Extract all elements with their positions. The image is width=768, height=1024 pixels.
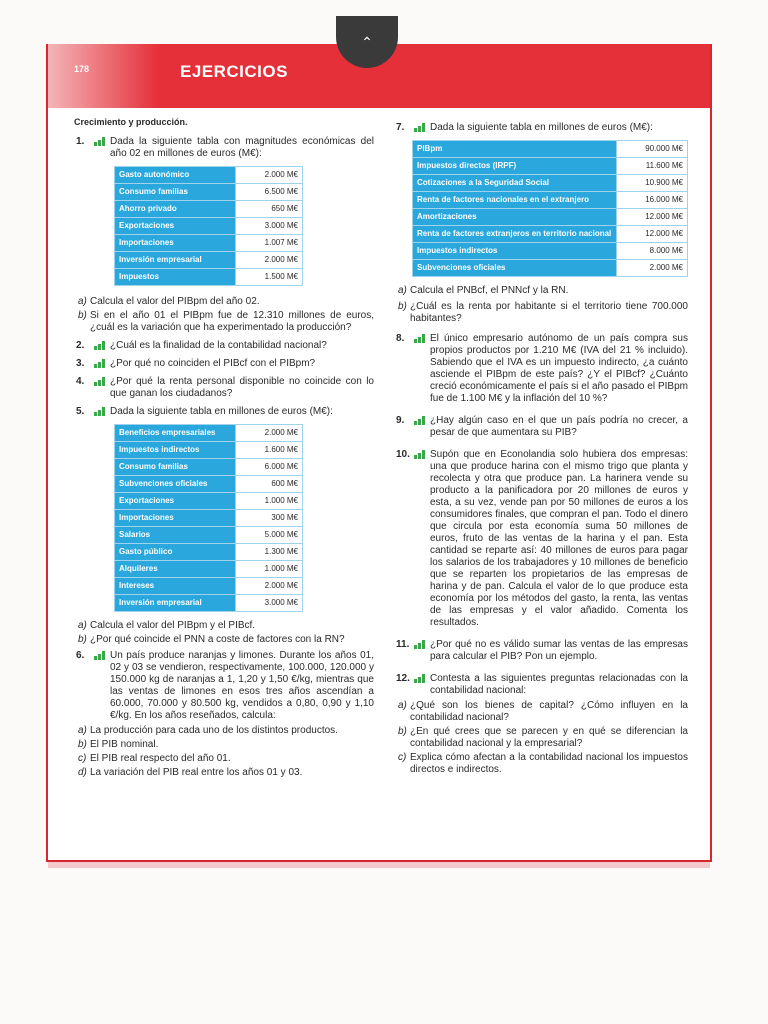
row-value: 11.600 M€ bbox=[617, 158, 688, 175]
table-row bbox=[413, 175, 688, 192]
difficulty-icon bbox=[94, 359, 108, 368]
table-row bbox=[115, 510, 303, 527]
row-value: 1.007 M€ bbox=[236, 235, 303, 252]
page-title: EJERCICIOS bbox=[180, 62, 288, 81]
exercise-5: 5. Dada la siguiente tabla en millones de euros (M€): bbox=[76, 406, 333, 417]
table-row bbox=[413, 226, 688, 243]
row-label: Impuestos directos (IRPF) bbox=[413, 158, 617, 175]
exercise-12: 12. Contesta a las siguientes preguntas relacionadas con la contabilidad nacional: bbox=[396, 673, 688, 696]
table-row bbox=[115, 442, 303, 459]
row-label: Exportaciones bbox=[115, 493, 236, 510]
table-row bbox=[115, 218, 303, 235]
table-row bbox=[115, 561, 303, 578]
table-ex5 bbox=[114, 424, 303, 612]
row-value: 1.600 M€ bbox=[236, 442, 303, 459]
row-label: Impuestos bbox=[115, 269, 236, 286]
header-bar bbox=[48, 34, 710, 108]
exercise-11: 11. ¿Por qué no es válido sumar las ventas de las empresas para calcular el PIB? Pon un ejemplo. bbox=[396, 639, 688, 662]
difficulty-icon bbox=[414, 674, 428, 683]
difficulty-icon bbox=[94, 407, 108, 416]
row-value: 3.000 M€ bbox=[236, 218, 303, 235]
row-label: Salarios bbox=[115, 527, 236, 544]
right-column bbox=[394, 122, 688, 778]
table-row bbox=[115, 184, 303, 201]
table-row bbox=[115, 578, 303, 595]
exercise-2: 2. ¿Cuál es la finalidad de la contabilidad nacional? bbox=[76, 340, 327, 351]
chevron-up-icon: ⌃ bbox=[361, 34, 373, 50]
left-column bbox=[74, 116, 374, 781]
row-label: Intereses bbox=[115, 578, 236, 595]
exercise-3: 3. ¿Por qué no coinciden el PIBcf con el PIBpm? bbox=[76, 358, 316, 369]
table-row bbox=[115, 269, 303, 286]
table-row bbox=[115, 459, 303, 476]
row-label: Gasto autonómico bbox=[115, 167, 236, 184]
row-label: Renta de factores nacionales en el extranjero bbox=[413, 192, 617, 209]
row-label: Amortizaciones bbox=[413, 209, 617, 226]
ex12-c: c) Explica cómo afectan a la contabilidad nacional los impuestos directos e indirectos. bbox=[398, 752, 688, 775]
table-row bbox=[413, 243, 688, 260]
table-row bbox=[115, 493, 303, 510]
ex1-b: b) Si en el año 01 el PIBpm fue de 12.310 millones de euros, ¿cuál es la variación que ha experimentado la producción? bbox=[78, 310, 374, 333]
row-label: Exportaciones bbox=[115, 218, 236, 235]
row-label: Gasto público bbox=[115, 544, 236, 561]
table-row bbox=[115, 425, 303, 442]
row-value: 3.000 M€ bbox=[236, 595, 303, 612]
row-label: Subvenciones oficiales bbox=[115, 476, 236, 493]
ex6-b: b) El PIB nominal. bbox=[78, 739, 159, 750]
row-label: Inversión empresarial bbox=[115, 595, 236, 612]
row-value: 16.000 M€ bbox=[617, 192, 688, 209]
table-row bbox=[115, 595, 303, 612]
row-value: 8.000 M€ bbox=[617, 243, 688, 260]
table-row bbox=[115, 167, 303, 184]
row-label: PIBpm bbox=[413, 141, 617, 158]
exercise-4: 4. ¿Por qué la renta personal disponible no coincide con lo que ganan los ciudadanos? bbox=[76, 376, 374, 399]
table-row bbox=[413, 192, 688, 209]
row-label: Cotizaciones a la Seguridad Social bbox=[413, 175, 617, 192]
ex7-a: a) Calcula el PNBcf, el PNNcf y la RN. bbox=[398, 285, 569, 296]
ex5-b: b) ¿Por qué coincide el PNN a coste de factores con la RN? bbox=[78, 634, 345, 645]
difficulty-icon bbox=[414, 450, 428, 459]
table-row bbox=[413, 158, 688, 175]
row-value: 5.000 M€ bbox=[236, 527, 303, 544]
row-label: Ahorro privado bbox=[115, 201, 236, 218]
row-value: 6.000 M€ bbox=[236, 459, 303, 476]
row-value: 6.500 M€ bbox=[236, 184, 303, 201]
exercise-8: 8. El único empresario autónomo de un país compra sus propios productos por 1.210 M€ (IVA del 21 % incluido). Sabiendo que el IVA es un impuesto indirecto, ¿a cuánto asciende el PIBpm de este país? ¿Y el PIBcf? ¿Cuánto creció económicamente el país si el año pasado el PIBpm fue de 1.100 M€ y la inflación del 10 %? bbox=[396, 333, 688, 404]
row-label: Renta de factores extranjeros en territorio nacional bbox=[413, 226, 617, 243]
difficulty-icon bbox=[414, 334, 428, 343]
table-row bbox=[115, 235, 303, 252]
row-value: 650 M€ bbox=[236, 201, 303, 218]
row-value: 12.000 M€ bbox=[617, 209, 688, 226]
table-row bbox=[115, 476, 303, 493]
row-label: Beneficios empresariales bbox=[115, 425, 236, 442]
ex12-a: a) ¿Qué son los bienes de capital? ¿Cómo influyen en la contabilidad nacional? bbox=[398, 700, 688, 723]
table-row bbox=[115, 201, 303, 218]
row-label: Inversión empresarial bbox=[115, 252, 236, 269]
row-value: 1.000 M€ bbox=[236, 493, 303, 510]
page-number: 178 bbox=[74, 64, 90, 74]
row-value: 2.000 M€ bbox=[236, 167, 303, 184]
ex7-b: b) ¿Cuál es la renta por habitante si el territorio tiene 700.000 habitantes? bbox=[398, 301, 688, 324]
row-value: 300 M€ bbox=[236, 510, 303, 527]
row-value: 12.000 M€ bbox=[617, 226, 688, 243]
table-row bbox=[115, 527, 303, 544]
row-label: Consumo familias bbox=[115, 184, 236, 201]
row-value: 1.300 M€ bbox=[236, 544, 303, 561]
page bbox=[46, 34, 712, 862]
difficulty-icon bbox=[414, 416, 428, 425]
table-row bbox=[115, 252, 303, 269]
row-label: Subvenciones oficiales bbox=[413, 260, 617, 277]
exercise-9: 9. ¿Hay algún caso en el que un país podría no crecer, a pesar de que aumentara su PIB? bbox=[396, 415, 688, 438]
row-label: Importaciones bbox=[115, 510, 236, 527]
table-row bbox=[413, 260, 688, 277]
table-ex1 bbox=[114, 166, 303, 286]
ex5-a: a) Calcula el valor del PIBpm y el PIBcf. bbox=[78, 620, 256, 631]
row-label: Impuestos indirectos bbox=[413, 243, 617, 260]
row-value: 600 M€ bbox=[236, 476, 303, 493]
row-value: 2.000 M€ bbox=[236, 425, 303, 442]
ex1-a: a) Calcula el valor del PIBpm del año 02. bbox=[78, 296, 260, 307]
row-value: 1.000 M€ bbox=[236, 561, 303, 578]
ex6-c: c) El PIB real respecto del año 01. bbox=[78, 753, 231, 764]
table-row bbox=[413, 141, 688, 158]
ex6-a: a) La producción para cada uno de los distintos productos. bbox=[78, 725, 338, 736]
ex6-d: d) La variación del PIB real entre los años 01 y 03. bbox=[78, 767, 303, 778]
exercise-6: 6. Un país produce naranjas y limones. Durante los años 01, 02 y 03 se vendieron, respectivamente, 100.000, 120.000 y 150.000 kg de naranjas a 1, 1,20 y 1,50 €/kg, mientras que las ventas de limones en esos tres años ascendían a 60.000, 70.000 y 80.500 kg, vendidos a 0,80, 0,90 y 1,10 €/kg. En los años reseñados, calcula: bbox=[76, 650, 374, 721]
row-value: 90.000 M€ bbox=[617, 141, 688, 158]
row-value: 2.000 M€ bbox=[236, 578, 303, 595]
table-row bbox=[115, 544, 303, 561]
table-ex7 bbox=[412, 140, 688, 277]
ex12-b: b) ¿En qué crees que se parecen y en qué se diferencian la contabilidad nacional y la empresarial? bbox=[398, 726, 688, 749]
row-value: 1.500 M€ bbox=[236, 269, 303, 286]
difficulty-icon bbox=[414, 640, 428, 649]
row-value: 10.900 M€ bbox=[617, 175, 688, 192]
exercise-10: 10. Supón que en Econolandia solo hubiera dos empresas: una que produce harina con el mismo trigo que planta y recolecta y otra que produce pan. La harinera vende su producto a la panificadora por 20 millones de euros y esta, a su vez, vende pan por 50 millones de euros a los consumidores finales, que compran el pan. Todo el dinero que circula por esta economía suma 50 millones de euros, fruto de las ventas de la harina y el pan. Esta cantidad se reparte así: 40 millones de euros para pagar los salarios de los trabajadores y 10 millones de beneficio que se reparten los propietarios de las empresas de harina y de pan. Calcula el valor de lo que produce esta economía por los métodos del gasto, la renta, las ventas de las empresas y el valor añadido. Comenta los resultados. bbox=[396, 449, 688, 628]
row-label: Impuestos indirectos bbox=[115, 442, 236, 459]
difficulty-icon bbox=[94, 377, 108, 386]
row-value: 2.000 M€ bbox=[236, 252, 303, 269]
exercise-1: 1. Dada la siguiente tabla con magnitudes económicas del año 02 en millones de euros (M€): bbox=[76, 136, 374, 159]
difficulty-icon bbox=[94, 341, 108, 350]
chapter-tab bbox=[336, 16, 398, 68]
difficulty-icon bbox=[94, 651, 108, 660]
row-label: Consumo familias bbox=[115, 459, 236, 476]
row-value: 2.000 M€ bbox=[617, 260, 688, 277]
exercise-7: 7. Dada la siguiente tabla en millones de euros (M€): bbox=[396, 122, 653, 133]
difficulty-icon bbox=[94, 137, 108, 146]
section-title: Crecimiento y producción. bbox=[74, 117, 188, 127]
row-label: Importaciones bbox=[115, 235, 236, 252]
difficulty-icon bbox=[414, 123, 428, 132]
table-row bbox=[413, 209, 688, 226]
row-label: Alquileres bbox=[115, 561, 236, 578]
